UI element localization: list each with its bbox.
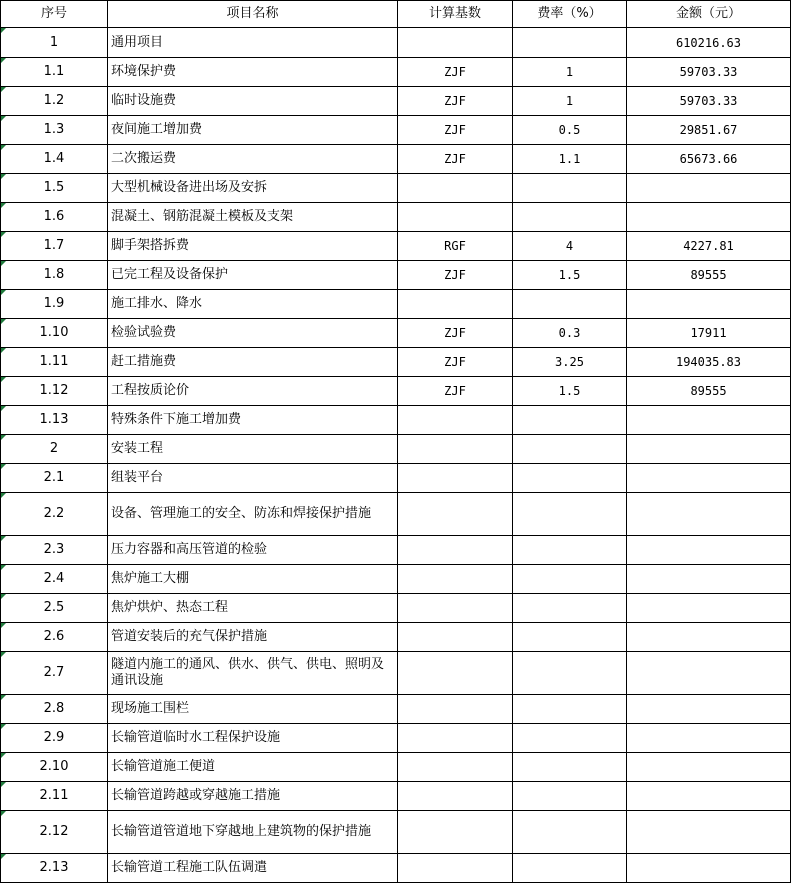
cell-amount[interactable] [627,724,791,753]
cell-rate[interactable]: 1 [513,87,627,116]
cell-rate[interactable]: 4 [513,232,627,261]
table-row [1,854,791,883]
cell-base[interactable] [398,565,513,594]
cell-amount[interactable] [627,493,791,536]
cell-base[interactable] [398,406,513,435]
cell-rate[interactable]: 3.25 [513,348,627,377]
cell-seq[interactable]: 1.12 [1,377,108,406]
cell-seq[interactable]: 2.2 [1,493,108,536]
cell-amount[interactable] [627,435,791,464]
cell-name[interactable]: 特殊条件下施工增加费 [108,406,398,435]
cell-amount[interactable] [627,753,791,782]
table-row [1,594,791,623]
cell-base[interactable] [398,28,513,58]
cell-amount[interactable] [627,782,791,811]
cell-rate[interactable]: 1 [513,58,627,87]
cell-base[interactable] [398,623,513,652]
cell-amount[interactable]: 610216.63 [627,28,791,58]
cell-amount[interactable] [627,565,791,594]
cell-name[interactable]: 长输管道施工便道 [108,753,398,782]
cell-amount[interactable]: 194035.83 [627,348,791,377]
cell-rate[interactable] [513,652,627,695]
cell-rate[interactable] [513,753,627,782]
cell-rate[interactable] [513,782,627,811]
cell-rate[interactable] [513,493,627,536]
cell-name[interactable]: 夜间施工增加费 [108,116,398,145]
cell-name[interactable]: 隧道内施工的通风、供水、供气、供电、照明及通讯设施 [108,652,398,695]
cell-rate[interactable] [513,290,627,319]
cell-seq[interactable]: 2.8 [1,695,108,724]
header-amount[interactable]: 金额（元） [627,1,791,28]
table-body [1,28,791,883]
cell-seq[interactable]: 1.3 [1,116,108,145]
cell-rate[interactable] [513,174,627,203]
cell-base[interactable] [398,203,513,232]
cell-base[interactable]: ZJF [398,377,513,406]
table-row [1,377,791,406]
cell-amount[interactable]: 65673.66 [627,145,791,174]
cell-seq[interactable]: 1 [1,28,108,58]
cell-name[interactable]: 压力容器和高压管道的检验 [108,536,398,565]
table-row [1,28,791,58]
cell-rate[interactable] [513,623,627,652]
cell-amount[interactable]: 29851.67 [627,116,791,145]
cell-seq[interactable]: 1.2 [1,87,108,116]
cell-rate[interactable] [513,406,627,435]
cell-amount[interactable] [627,854,791,883]
cell-base[interactable] [398,724,513,753]
cell-name[interactable]: 工程按质论价 [108,377,398,406]
cell-amount[interactable]: 59703.33 [627,87,791,116]
cell-name[interactable]: 大型机械设备进出场及安拆 [108,174,398,203]
cell-rate[interactable] [513,435,627,464]
cell-name[interactable]: 长输管道工程施工队伍调遣 [108,854,398,883]
cell-name[interactable]: 临时设施费 [108,87,398,116]
table-row [1,811,791,854]
cell-name[interactable]: 环境保护费 [108,58,398,87]
table-row [1,174,791,203]
cell-name[interactable]: 通用项目 [108,28,398,58]
cell-amount[interactable] [627,652,791,695]
table-row [1,695,791,724]
cell-name[interactable]: 设备、管理施工的安全、防冻和焊接保护措施 [108,493,398,536]
cell-name[interactable]: 施工排水、降水 [108,290,398,319]
header-row [1,1,791,28]
cell-amount[interactable] [627,203,791,232]
cell-amount[interactable] [627,464,791,493]
cell-base[interactable] [398,695,513,724]
cell-seq[interactable]: 2 [1,435,108,464]
cell-rate[interactable] [513,28,627,58]
cell-base[interactable] [398,290,513,319]
table-row [1,724,791,753]
header-name[interactable]: 项目名称 [108,1,398,28]
cell-base[interactable] [398,782,513,811]
table-row [1,145,791,174]
cell-base[interactable] [398,435,513,464]
cell-amount[interactable] [627,695,791,724]
cell-base[interactable]: ZJF [398,58,513,87]
cell-seq[interactable]: 2.9 [1,724,108,753]
cell-seq[interactable]: 2.12 [1,811,108,854]
cell-amount[interactable] [627,623,791,652]
cell-rate[interactable] [513,811,627,854]
cell-name[interactable]: 长输管道管道地下穿越地上建筑物的保护措施 [108,811,398,854]
cell-base[interactable]: ZJF [398,261,513,290]
header-rate[interactable]: 费率（%） [513,1,627,28]
cell-rate[interactable]: 0.5 [513,116,627,145]
cell-amount[interactable]: 89555 [627,261,791,290]
cell-seq[interactable]: 2.4 [1,565,108,594]
cell-seq[interactable]: 2.6 [1,623,108,652]
cell-rate[interactable]: 1.5 [513,261,627,290]
cell-amount[interactable]: 17911 [627,319,791,348]
cell-rate[interactable] [513,536,627,565]
table-row [1,232,791,261]
cell-rate[interactable]: 0.3 [513,319,627,348]
cell-seq[interactable]: 1.7 [1,232,108,261]
cell-seq[interactable]: 1.11 [1,348,108,377]
table-row [1,536,791,565]
cell-seq[interactable]: 1.6 [1,203,108,232]
cell-base[interactable] [398,493,513,536]
table-row [1,753,791,782]
cell-base[interactable]: RGF [398,232,513,261]
cell-amount[interactable]: 4227.81 [627,232,791,261]
cell-rate[interactable]: 1.5 [513,377,627,406]
cell-name[interactable]: 管道安装后的充气保护措施 [108,623,398,652]
cell-seq[interactable]: 1.13 [1,406,108,435]
cell-amount[interactable]: 59703.33 [627,58,791,87]
cell-seq[interactable]: 2.3 [1,536,108,565]
cell-base[interactable] [398,174,513,203]
cell-name[interactable]: 混凝土、钢筋混凝土模板及支架 [108,203,398,232]
cell-rate[interactable] [513,854,627,883]
cell-rate[interactable] [513,565,627,594]
table-row [1,435,791,464]
cell-amount[interactable]: 89555 [627,377,791,406]
cell-base[interactable]: ZJF [398,319,513,348]
cell-seq[interactable]: 2.10 [1,753,108,782]
cell-seq[interactable]: 1.9 [1,290,108,319]
table-row [1,406,791,435]
cell-seq[interactable]: 2.11 [1,782,108,811]
header-base[interactable]: 计算基数 [398,1,513,28]
table-row [1,290,791,319]
cell-name[interactable]: 脚手架搭拆费 [108,232,398,261]
cell-base[interactable] [398,753,513,782]
cell-base[interactable]: ZJF [398,348,513,377]
cell-seq[interactable]: 2.1 [1,464,108,493]
cell-name[interactable]: 检验试验费 [108,319,398,348]
table-row [1,652,791,695]
cell-rate[interactable] [513,724,627,753]
table-row [1,782,791,811]
cell-seq[interactable]: 2.5 [1,594,108,623]
cell-base[interactable] [398,854,513,883]
cell-seq[interactable]: 1.1 [1,58,108,87]
cell-amount[interactable] [627,406,791,435]
cell-amount[interactable] [627,594,791,623]
header-seq[interactable]: 序号 [1,1,108,28]
cell-name[interactable]: 二次搬运费 [108,145,398,174]
cell-name[interactable]: 组装平台 [108,464,398,493]
cell-base[interactable] [398,536,513,565]
cell-base[interactable] [398,464,513,493]
cell-seq[interactable]: 2.7 [1,652,108,695]
cell-name[interactable]: 安装工程 [108,435,398,464]
cell-seq[interactable]: 1.5 [1,174,108,203]
table-row [1,565,791,594]
cell-name[interactable]: 长输管道临时水工程保护设施 [108,724,398,753]
cell-name[interactable]: 已完工程及设备保护 [108,261,398,290]
table-row [1,319,791,348]
table-row [1,116,791,145]
cell-base[interactable] [398,594,513,623]
cell-base[interactable] [398,811,513,854]
cell-name[interactable]: 长输管道跨越或穿越施工措施 [108,782,398,811]
cell-rate[interactable] [513,695,627,724]
cell-amount[interactable] [627,290,791,319]
cell-rate[interactable] [513,203,627,232]
cell-seq[interactable]: 2.13 [1,854,108,883]
cell-rate[interactable]: 1.1 [513,145,627,174]
cell-rate[interactable] [513,464,627,493]
cell-amount[interactable] [627,811,791,854]
table-row [1,87,791,116]
cell-name[interactable]: 现场施工围栏 [108,695,398,724]
cell-seq[interactable]: 1.10 [1,319,108,348]
table-row [1,203,791,232]
cell-name[interactable]: 赶工措施费 [108,348,398,377]
cell-seq[interactable]: 1.8 [1,261,108,290]
cell-name[interactable]: 焦炉施工大棚 [108,565,398,594]
cell-name[interactable]: 焦炉烘炉、热态工程 [108,594,398,623]
table-row [1,493,791,536]
cell-base[interactable]: ZJF [398,145,513,174]
table-row [1,58,791,87]
table-row [1,261,791,290]
table-row [1,464,791,493]
cell-rate[interactable] [513,594,627,623]
table-row [1,348,791,377]
cell-base[interactable]: ZJF [398,116,513,145]
cell-base[interactable]: ZJF [398,87,513,116]
cell-base[interactable] [398,652,513,695]
cell-seq[interactable]: 1.4 [1,145,108,174]
cell-amount[interactable] [627,174,791,203]
table-row [1,623,791,652]
cell-amount[interactable] [627,536,791,565]
